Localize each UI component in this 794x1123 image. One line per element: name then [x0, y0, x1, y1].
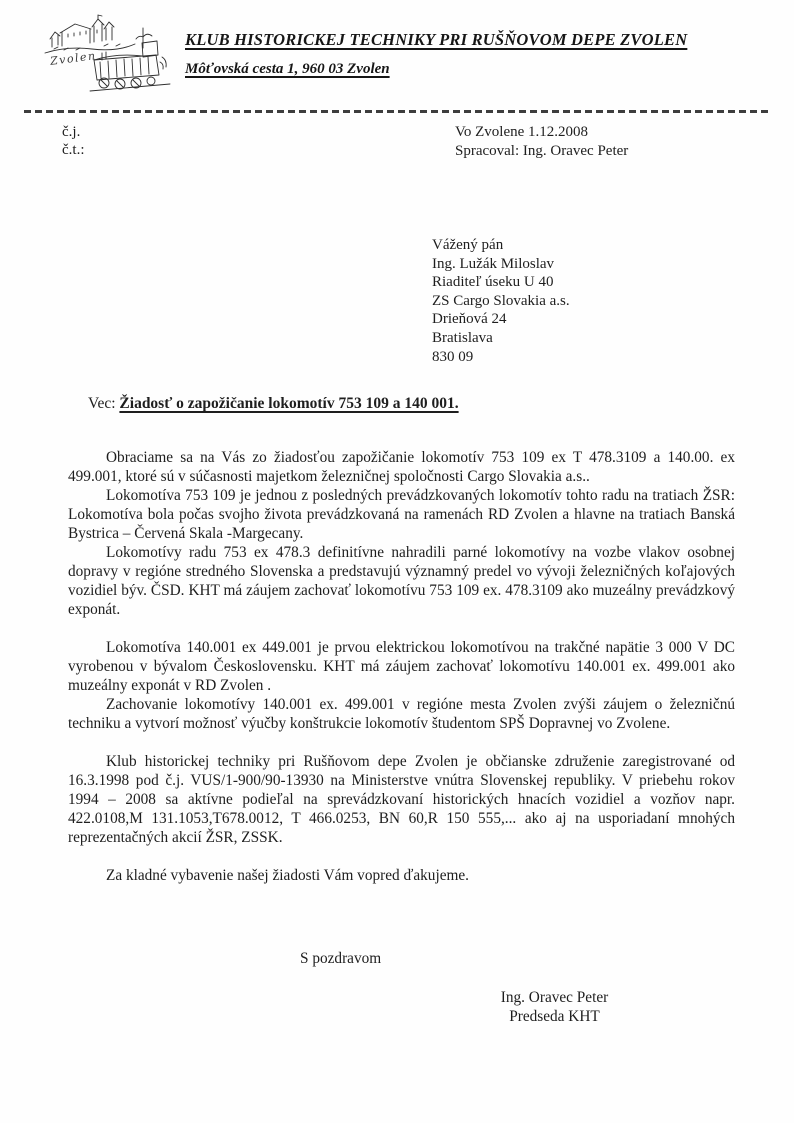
kht-logo [42, 12, 182, 106]
salutation: S pozdravom [300, 950, 382, 967]
item-number-label: č.t.: [62, 142, 85, 158]
recipient-line: Vážený pán [432, 237, 504, 253]
place-date-block [455, 123, 628, 160]
reference-numbers [62, 123, 85, 159]
signature-title: Predseda KHT [509, 1008, 600, 1025]
thanks-line: Za kladné vybavenie našej žiadosti Vám vopred ďakujeme. [106, 867, 470, 884]
signature-block [462, 988, 647, 1026]
body-paragraph: Obraciame sa na Vás zo žiadosťou zapožičanie lokomotív 753 109 ex T 478.3109 a 140.00. ex 499.001, ktoré sú v súčasnosti majetkom železničnej spoločnosti Cargo Slovakia a.s.. [68, 449, 735, 485]
subject-label: Vec: [88, 395, 120, 412]
recipient-line: Bratislava [432, 329, 493, 346]
recipient-line: Riaditeľ úseku U 40 [432, 274, 554, 291]
body-paragraph: Klub historickej techniky pri Rušňovom depe Zvolen je občianske združenie zaregistrované od 16.3.1998 pod č.j. VUS/1-900/90-13930 na Ministerstve vnútra Slovenskej republiky. V priebehu rokov 1994 – 2008 sa aktívne podieľal na sprevádzkovaní historických hnacích vozidiel a vozňov napr. 422.0108,M 131.1053,T678.0012, T 466.0253, BN 60,R 150 555,... ako aj na usporiadaní mnohých reprezentačných akcií ŽSR, ZSSK. [68, 753, 735, 846]
recipient-line: Ing. Lužák Miloslav [432, 255, 555, 272]
processed-by: Spracoval: Ing. Oravec Peter [455, 142, 629, 159]
body-paragraph: Lokomotíva 753 109 je jednou z posledných prevádzkovaných lokomotív tohto radu na tratiach ŽSR: Lokomotíva bola počas svojho života prevádzkovaná na ramenách RD Zvolen a hlavne na tratiach Banská Bystrica – Červená Skala -Margecany. [68, 487, 735, 542]
recipient-line: ZS Cargo Slovakia a.s. [432, 292, 570, 309]
body-paragraph: Lokomotívy radu 753 ex 478.3 definitívne nahradili parné lokomotívy na vozbe vlakov osobnej dopravy v regióne stredného Slovenska a predstavujú významný predel vo vývoji železničných koľajových vozidiel býv. ČSD. KHT má záujem zachovať lokomotívu 753 109 ex. 478.3109 ako muzeálny prevádzkový exponát. [68, 544, 735, 618]
org-name-heading: KLUB HISTORICKEJ TECHNIKY PRI RUŠŇOVOM DEPE ZVOLEN [185, 30, 688, 49]
recipient-line: 830 09 [432, 348, 474, 365]
org-address-line: Môťovská cesta 1, 960 03 Zvolen [185, 61, 390, 77]
recipient-line: Drieňová 24 [432, 311, 507, 328]
body-paragraph: Zachovanie lokomotívy 140.001 ex. 499.001 v regióne mesta Zvolen zvýši záujem o železničnú techniku a vytvorí možnosť výučby konštrukcie lokomotív študentom SPŠ Dopravnej vo Zvolene. [68, 696, 735, 732]
file-number-label: č.j. [62, 124, 81, 140]
subject-text: Žiadosť o zapožičanie lokomotív 753 109 a 140 001. [119, 395, 459, 412]
dashed-separator-line [24, 110, 770, 113]
letter-body [68, 448, 735, 885]
logo-caption-zvolen: Zvolen [49, 49, 98, 68]
recipient-address [432, 236, 570, 366]
subject-line [88, 395, 459, 413]
body-paragraph: Lokomotíva 140.001 ex 449.001 je prvou elektrickou lokomotívou na trakčné napätie 3 000 V DC vyrobenou v bývalom Československu. KHT má záujem zachovať lokomotívu 140.001 ex. 499.001 ako muzeálny exponát v RD Zvolen . [68, 639, 735, 694]
signature-name: Ing. Oravec Peter [500, 989, 609, 1006]
place-date: Vo Zvolene 1.12.2008 [455, 124, 589, 140]
